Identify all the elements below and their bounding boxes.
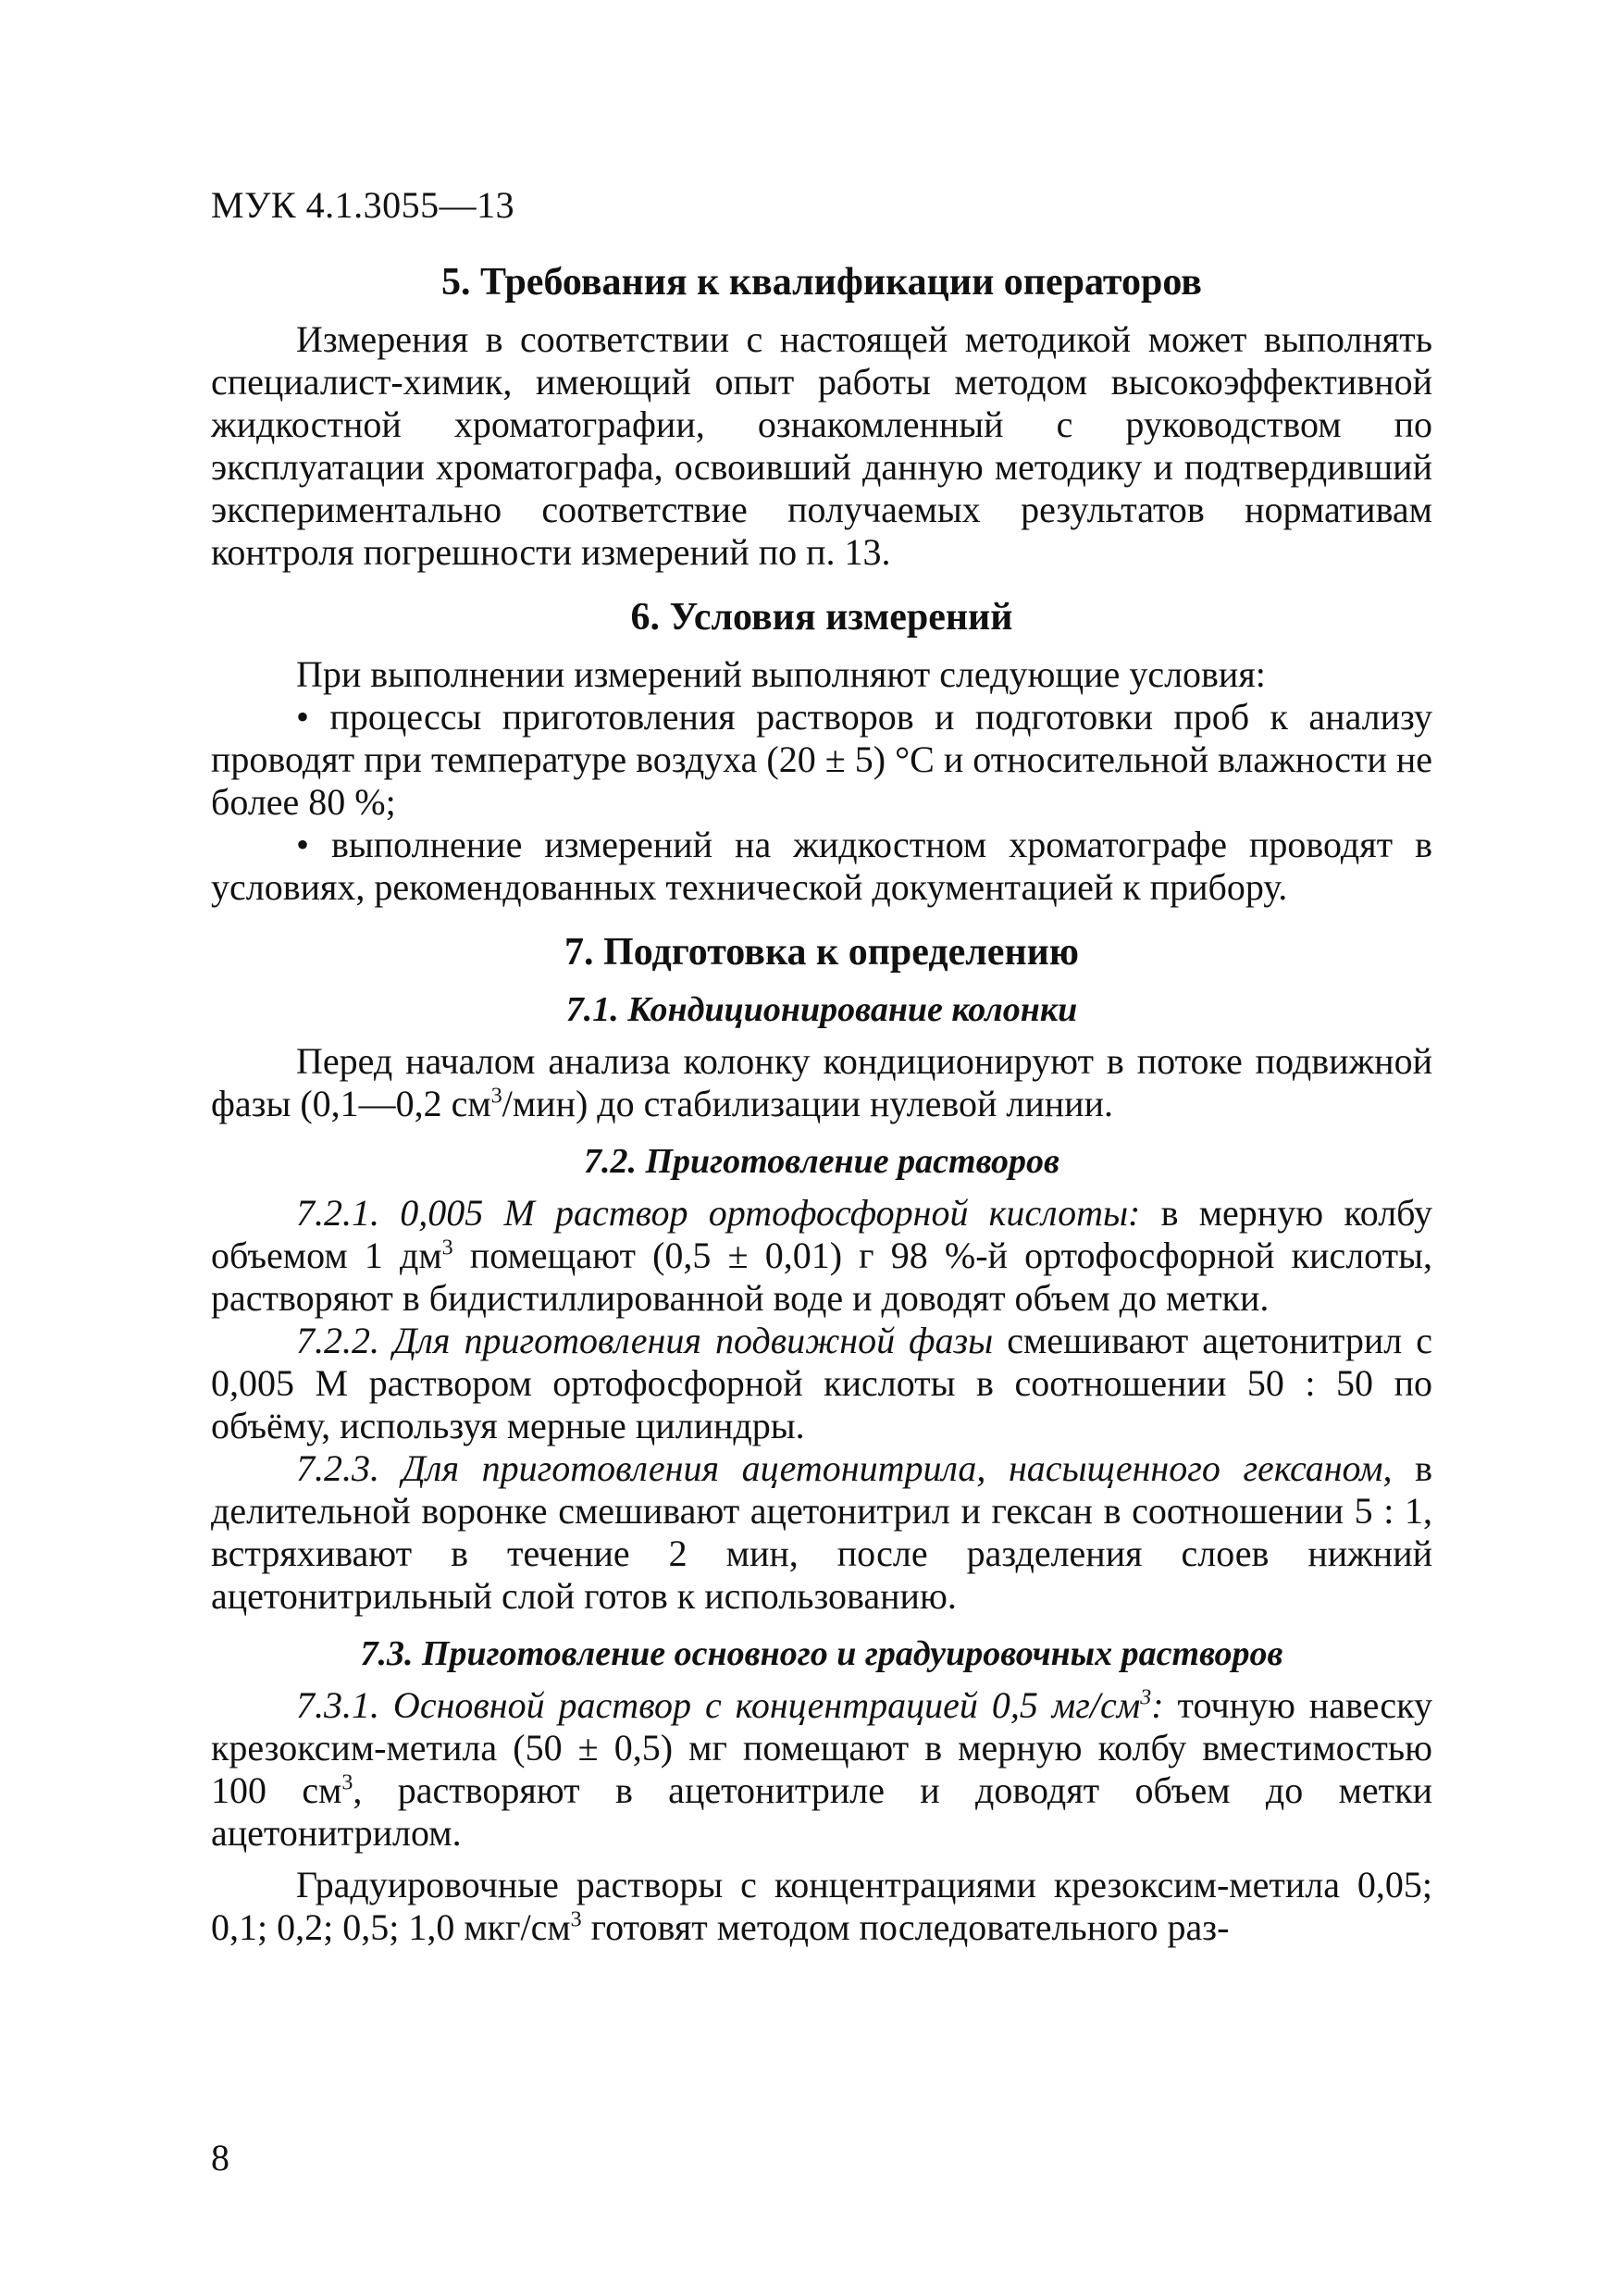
section-6-bullet-2: • выполнение измерений на жидкостном хроматографе проводят в условиях, рекомендованных технической документацией к прибору. <box>211 824 1432 908</box>
calibration-paragraph <box>211 1864 1432 1949</box>
page-content <box>211 259 1432 1969</box>
subsection-7-3-title: 7.3. Приготовление основного и градуировочных растворов <box>360 1634 1283 1673</box>
subsection-7-1-paragraph <box>211 1040 1432 1125</box>
text-run: Перед началом анализа колонку кондиционируют в потоке подвижной фазы (0,1—0,2 см <box>211 1040 1432 1124</box>
section-5-title: 5. Требования к квалификации операторов <box>441 261 1202 304</box>
item-lead: 7.3.1. Основной раствор с концентрацией 0,5 мг/см <box>296 1684 1141 1726</box>
text-run: готовят методом последовательного раз- <box>581 1906 1230 1948</box>
item-lead: 7.2.1. 0,005 М раствор ортофосфорной кислоты: <box>296 1192 1141 1234</box>
section-5 <box>211 259 1432 574</box>
text-run: в мерную колбу объемом 1 дм <box>211 1192 1432 1276</box>
section-6-bullet-1: • процессы приготовления растворов и подготовки проб к анализу проводят при температуре воздуха (20 ± 5) °С и относительной влажности не более 80 %; <box>211 696 1432 823</box>
section-7 <box>211 929 1432 1949</box>
subsection-7-2-title: 7.2. Приготовление растворов <box>583 1142 1060 1181</box>
subsection-7-1-title: 7.1. Кондиционирование колонки <box>565 990 1078 1029</box>
superscript: 3 <box>1140 1685 1152 1710</box>
text-run: Градуировочные растворы с концентрациями крезоксим-метила 0,05; 0,1; 0,2; 0,5; 1,0 мкг/см <box>211 1864 1432 1948</box>
superscript: 3 <box>341 1770 353 1795</box>
section-5-paragraph: Измерения в соответствии с настоящей методикой может выполнять специалист-химик, имеющий опыт работы методом высокоэффективной жидкостной хроматографии, ознакомленный с руководством по эксплуатации хроматографа, освоивший данную методику и подтвердивший экспериментально соответствие получаемых результатов нормативам контроля погрешности измерений по п. 13. <box>211 318 1432 573</box>
section-6-title: 6. Условия измерений <box>630 596 1013 639</box>
text-run: смешивают ацетонитрил с 0,005 М раствором ортофосфорной кислоты в соотношении 50 : 50 по объёму, используя мерные цилиндры. <box>211 1320 1433 1446</box>
document-code: МУК 4.1.3055—13 <box>211 184 515 226</box>
item-7-3-1 <box>211 1684 1432 1855</box>
item-lead: 7.2.2. Для приготовления подвижной фазы <box>296 1320 994 1361</box>
superscript: 3 <box>570 1907 582 1932</box>
item-lead: : <box>1151 1684 1164 1726</box>
superscript: 3 <box>490 1084 502 1109</box>
item-lead: 7.2.3. Для приготовления ацетонитрила, насыщенного гексаном, <box>296 1447 1393 1489</box>
page-number: 8 <box>211 2137 229 2178</box>
item-7-2-1 <box>211 1192 1432 1320</box>
item-7-2-3 <box>211 1447 1432 1618</box>
section-7-title: 7. Подготовка к определению <box>564 931 1079 974</box>
text-run: точную навеску крезоксим-метила (50 ± 0,5) мг помещают в мерную колбу вместимостью 100 см <box>211 1684 1432 1811</box>
section-6 <box>211 594 1432 909</box>
text-run: /мин) до стабилизации нулевой линии. <box>502 1083 1113 1124</box>
section-6-intro: При выполнении измерений выполняют следующие условия: <box>296 653 1266 695</box>
text-run: в делительной воронке смешивают ацетонитрил и гексан в соотношении 5 : 1, встряхивают в течение 2 мин, после разделения слоев нижний ацетонитрильный слой готов к использованию. <box>211 1447 1433 1617</box>
text-run: , растворяют в ацетонитриле и доводят объем до метки ацетонитрилом. <box>211 1769 1432 1854</box>
item-7-2-2 <box>211 1320 1432 1447</box>
text-run: помещают (0,5 ± 0,01) г 98 %-й ортофосфорной кислоты, растворяют в бидистиллированной воде и доводят объем до метки. <box>211 1235 1432 1319</box>
superscript: 3 <box>441 1235 453 1260</box>
